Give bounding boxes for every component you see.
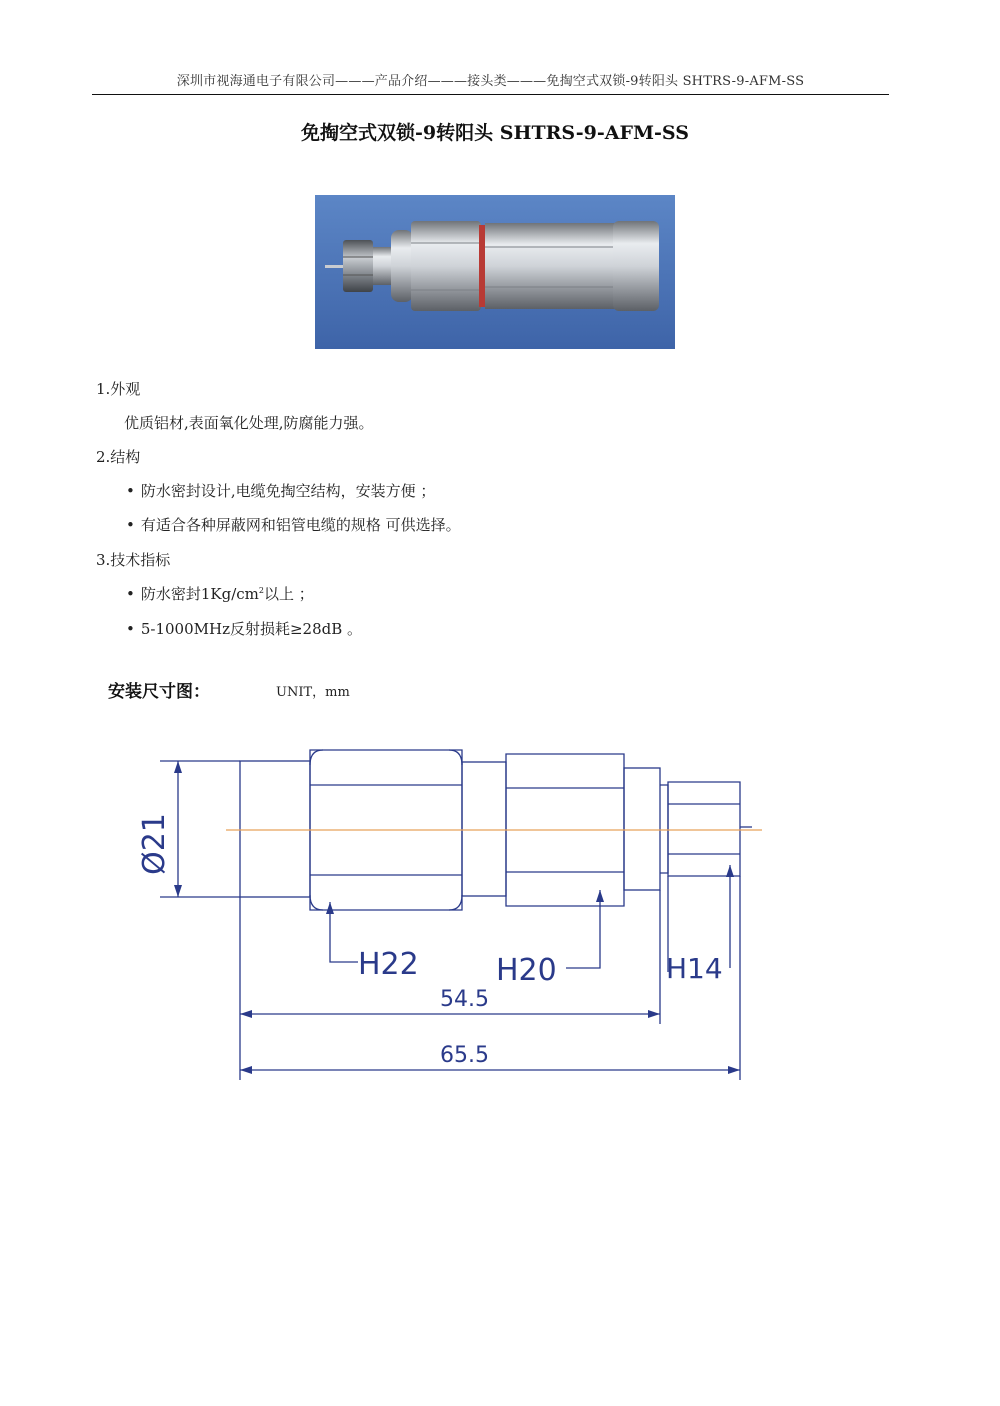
diameter-label: Ø21 xyxy=(140,813,172,875)
product-title: 免掏空式双锁-9转阳头 SHTRS-9-AFM-SS xyxy=(301,122,689,144)
appearance-text: 优质铝材,表面氧化处理,防腐能力强。 xyxy=(124,414,374,432)
superscript: 2 xyxy=(258,586,264,595)
structure-bullet xyxy=(126,514,461,535)
bullet-marker: • xyxy=(126,482,135,500)
hex-label-h22: H22 xyxy=(358,947,419,982)
dimension-drawing xyxy=(140,740,780,1090)
dimension-heading: 安装尺寸图： xyxy=(108,682,210,702)
length-label-65-5: 65.5 xyxy=(440,1043,489,1068)
bullet-marker: • xyxy=(126,516,135,534)
product-photo xyxy=(315,195,675,349)
hex-label-h20: H20 xyxy=(496,953,557,988)
spec-bullet-text: 防水密封1Kg/cm xyxy=(140,585,259,603)
structure-bullet-text: 有适合各种屏蔽网和铝管电缆的规格 可供选择。 xyxy=(140,516,461,534)
spec-bullet-text: 5-1000MHz反射损耗≥28dB 。 xyxy=(140,620,363,638)
spec-bullet-suffix: 以上 ； xyxy=(263,585,314,603)
length-label-54-5: 54.5 xyxy=(440,987,489,1012)
bullet-marker: • xyxy=(126,585,135,603)
section-heading-structure: 2.结构 xyxy=(96,448,141,466)
spec-bullet xyxy=(126,583,314,604)
page-header: 深圳市视海通电子有限公司———产品介绍———接头类———免掏空式双锁-9转阳头 SHTRS-9-AFM-SS xyxy=(176,74,805,89)
structure-bullet xyxy=(126,480,435,501)
spec-bullet xyxy=(126,618,362,639)
section-heading-specs: 3.技术指标 xyxy=(96,551,171,569)
section-heading-appearance: 1.外观 xyxy=(96,380,141,398)
header-divider xyxy=(92,94,889,95)
unit-label: UNIT，mm xyxy=(276,685,350,700)
bullet-marker: • xyxy=(126,620,135,638)
hex-label-h14: H14 xyxy=(666,952,723,985)
structure-bullet-text: 防水密封设计,电缆免掏空结构，安装方便 ； xyxy=(140,482,436,500)
